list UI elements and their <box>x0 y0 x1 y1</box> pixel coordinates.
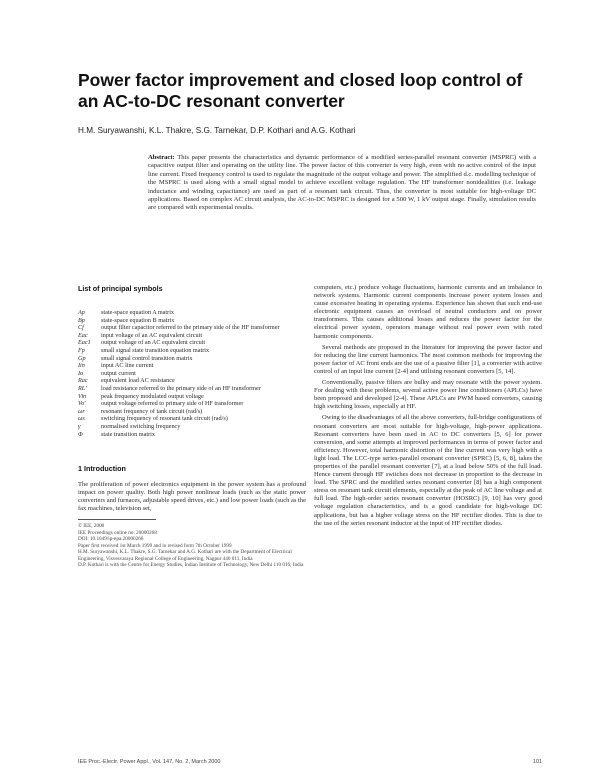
symbol-definition: small signal state transition equation matrix <box>101 346 210 354</box>
symbol: Ap <box>78 309 85 316</box>
symbol-row <box>78 332 306 340</box>
symbol: Rac <box>78 377 88 385</box>
symbol-definition: state-space equation B matrix <box>101 316 175 324</box>
symbol-definition: output voltage of an AC equivalent circuit <box>101 339 206 347</box>
symbol-definition: normalised switching frequency <box>101 422 181 430</box>
symbol: ωs <box>78 415 85 423</box>
symbol: Vo' <box>78 400 86 408</box>
online-number-note: IEE Proceedings online no. 20000268 <box>78 529 157 536</box>
symbol-row <box>78 324 306 332</box>
copyright-note: © IEE, 2000 <box>78 523 105 530</box>
symbol: Cf <box>78 324 84 332</box>
right-column <box>314 284 542 531</box>
symbol-definition: input voltage of an AC equivalent circuit <box>101 331 203 339</box>
symbol-row <box>78 423 306 431</box>
symbol-row <box>78 309 306 317</box>
author-list: H.M. Suryawanshi, K.L. Thakre, S.G. Tarnekar, D.P. Kothari and A.G. Kothari <box>78 126 356 135</box>
symbol-row <box>78 431 306 439</box>
paper-title: Power factor improvement and closed loop control of an AC-to-DC resonant converter <box>78 70 523 111</box>
symbol-definition: peak frequency modulated output voltage <box>101 392 204 400</box>
symbol-row <box>78 385 306 393</box>
page-number: 101 <box>532 759 542 765</box>
symbol-row <box>78 408 306 416</box>
abstract <box>148 154 536 213</box>
symbol-definition: output filter capacitor referred to the primary side of the HF transformer <box>101 324 280 332</box>
introduction-heading: 1 Introduction <box>78 464 126 474</box>
symbols-list <box>78 309 306 438</box>
symbol-definition: output voltage referred to primary side of HF transformer <box>101 400 244 408</box>
symbol-row <box>78 347 306 355</box>
symbol-row <box>78 317 306 325</box>
body-paragraph: Conventionally, passive filters are bulky and may resonate with the power system. For dealing with these problems, several active power line conditioners (APLCs) have been proposed and developed [2-4]. These APLCs are PWM based converters, causing high switching losses, especially at HF. <box>314 379 542 411</box>
symbols-heading: List of principal symbols <box>78 284 163 293</box>
symbol-row <box>78 400 306 408</box>
symbol: Vin <box>78 392 87 400</box>
received-note: Paper first received 1st March 1999 and in revised form 7th October 1999 <box>78 542 232 549</box>
symbol: ωr <box>78 407 85 415</box>
symbol: Io <box>78 369 84 377</box>
body-paragraph: Several methods are proposed in the literature for improving the power factor and for reducing the line current harmonics. The most common methods for improving the power factor of AC front ends are the use of a passive filter [1], a converter with active control of an input line current [2-4] and utilising resonant converters [5, 14]. <box>314 343 542 375</box>
symbol-definition: output current <box>101 369 136 377</box>
abstract-label: Abstract: <box>148 154 175 161</box>
symbol-definition: load resistance referred to the primary side of an HF transformer <box>101 384 261 392</box>
symbol: Bp <box>78 316 85 324</box>
symbol: Eac <box>78 331 88 339</box>
symbol-row <box>78 415 306 423</box>
affiliation-note: H.M. Suryawanshi, K.L. Thakre, S.G. Tarnekar and A.G. Kothari are with the Department of Electrical Engineering, Visvesvaraya Regional College of Engineering, Nagpur 440 011, India <box>78 549 292 562</box>
symbol-row <box>78 377 306 385</box>
symbol: Fp <box>78 346 85 354</box>
symbol-definition: input AC line current <box>101 362 154 370</box>
symbol: γ <box>78 422 81 430</box>
symbol-row <box>78 339 306 347</box>
symbol: Iin <box>78 362 85 370</box>
journal-citation: IEE Proc.-Electr. Power Appl., Vol. 147, No. 2, March 2000 <box>78 759 221 765</box>
symbol-row <box>78 362 306 370</box>
symbol-definition: state transition matrix <box>101 430 155 438</box>
symbol: Eac1 <box>78 339 91 347</box>
symbol: Φ <box>78 430 83 438</box>
abstract-text: This paper presents the characteristics and dynamic performance of a modified series-parallel resonant converter (MSPRC) with a capacitive output filter and operating on the utility line. The power factor of this converter is very high, even with no active control of the input line current. Fixed frequency control is used to regulate the magnitude of the output voltage and power. The simplified d.c. modelling technique of the MSPRC is used along with a small signal model to achieve excellent voltage regulation. The HF transformer nonidealities (i.e. leakage inductance and winding capacitance) are used as part of a resonant tank circuit. Thus, the converter is most suitable for high-voltage DC applications. Based on complex AC circuit analysis, the AC-to-DC MSPRC is designed for a 500 W, 1 kV output stage. Finally, simulation results are compared with experimental results. <box>148 154 536 212</box>
body-paragraph: Owing to the disadvantages of all the above converters, full-bridge configurations of resonant converters are most suitable for high-voltage, high-power applications. Resonant converters have been used in AC to DC converters [5, 6] for power conversion, and some attempts at improved performances in terms of power factor and efficiency. However, total harmonic distortion of the line current was very high with a light load. The LCC-type series-parallel resonant converter (SPRC) [5, 6, 8], takes the properties of the parallel resonant converter [7], at a load below 50% of the full load. Hence current through HF switches does not decrease in proportion to the decrease in load. The SPRC and the modified series resonant converter [8] has a high component stress on resonant tank circuit elements, especially at the peak of AC line voltage and at full load. The high-order series resonant converter (HOSRC) [9, 10] has very good voltage regulation characteristics, and is a good candidate for high-voltage DC applications, but has a higher voltage stress on the HF rectifier diodes. This is due to the use of the series resonant inductor at the input of HF rectifier diodes. <box>314 414 542 527</box>
page-footer <box>78 759 542 765</box>
left-column <box>78 284 306 568</box>
affiliation-note: D.P. Kothari is with the Centre for Energy Studies, Indian Institute of Technology, New Delhi 110 016, India <box>78 561 304 568</box>
symbol-row <box>78 370 306 378</box>
symbol-row <box>78 393 306 401</box>
publication-notes <box>78 523 306 568</box>
symbol-row <box>78 355 306 363</box>
symbol: Gp <box>78 354 86 362</box>
symbol-definition: state-space equation A matrix <box>101 309 175 316</box>
symbol-definition: equivalent load AC resistance <box>101 377 175 385</box>
body-paragraph: computers, etc.) produce voltage fluctuations, harmonic currents and an imbalance in network systems. Harmonic current components increase power system losses and cause excessive heating in operating systems. Experience has shown that such end-use electronic equipment causes an overload of neutral conductors and on power transformers. This causes additional losses and reduces the power factor for the electrical power system, operators manage without real power even with rated harmonic components. <box>314 284 542 340</box>
symbol: RL' <box>78 384 87 392</box>
doi-note: DOI: 10.1049/ip-epa:20000268 <box>78 536 144 543</box>
symbol-definition: small signal control transition matrix <box>101 354 193 362</box>
symbol-definition: resonant frequency of tank circuit (rad/s) <box>101 407 203 415</box>
introduction-paragraph: The proliferation of power electronics equipment in the power system has a profound impact on power quality. Both high power nonlinear loads (such as the static power converters and furnaces, adjustable speed drives, etc.) and low power loads (such as the fax machines, television set, <box>78 481 306 513</box>
symbol-definition: switching frequency of resonant tank circuit (rad/s) <box>101 415 228 423</box>
